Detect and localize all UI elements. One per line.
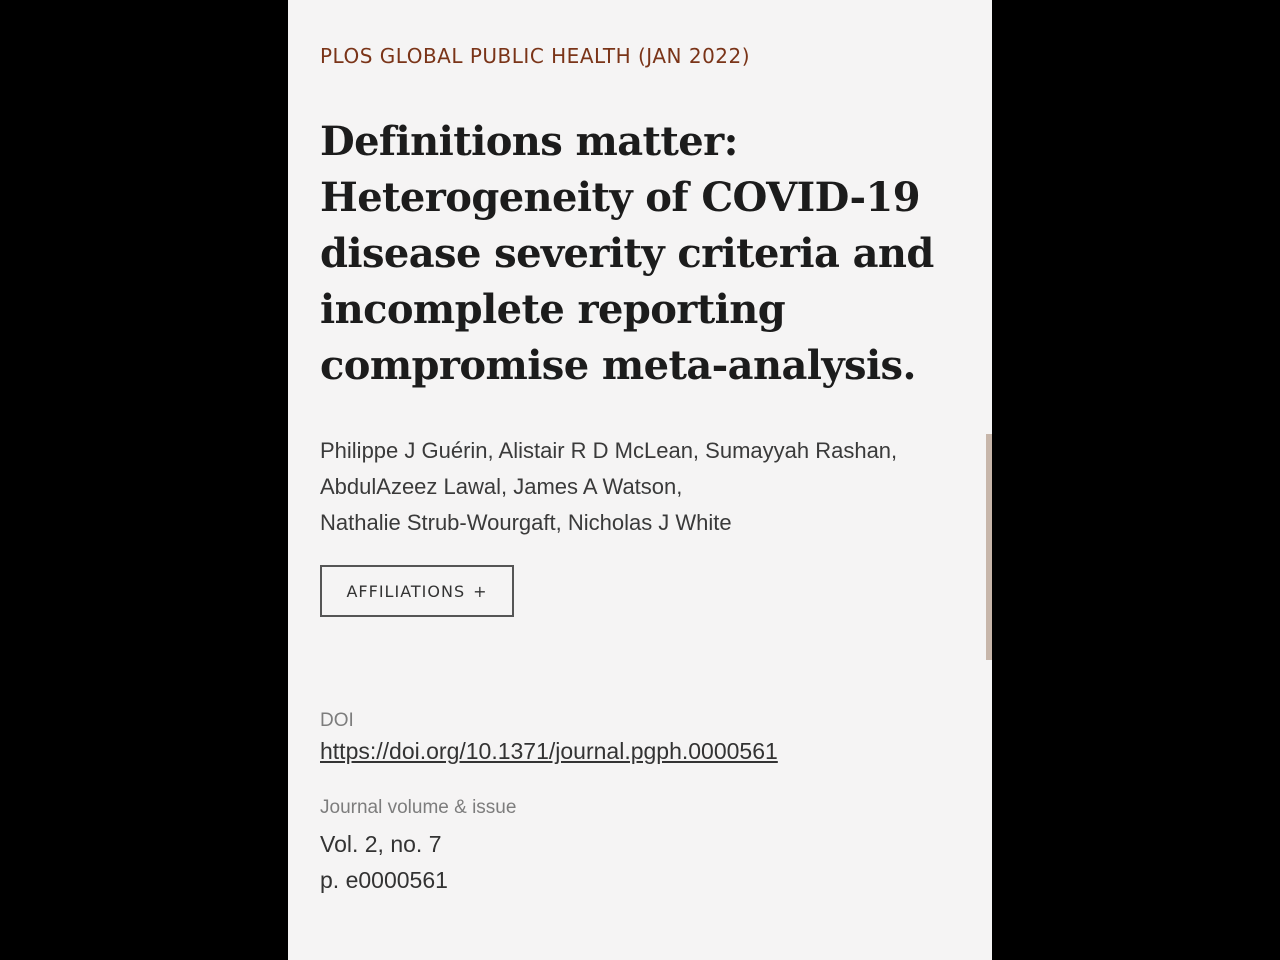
doi-link[interactable]: https://doi.org/10.1371/journal.pgph.0000561 [320,738,778,764]
volume-issue-label: Journal volume & issue [320,797,517,818]
volume-issue [320,826,448,898]
author-line: Philippe J Guérin, Alistair R D McLean, Sumayyah Rashan, [320,438,898,463]
article-card [288,0,992,960]
author-line: Nathalie Strub-Wourgaft, Nicholas J White [320,510,732,535]
author-line: AbdulAzeez Lawal, James A Watson, [320,474,683,499]
page-number: p. e0000561 [320,867,448,893]
affiliations-button[interactable] [320,565,514,617]
title-line: Heterogeneity of COVID-19 [320,174,920,221]
volume-value: Vol. 2, no. 7 [320,831,442,857]
plus-icon: + [473,581,488,601]
article-title [320,114,970,394]
title-line: Definitions matter: [320,118,738,165]
title-line: compromise meta-analysis. [320,342,916,389]
doi-label: DOI [320,710,354,731]
title-line: incomplete reporting [320,286,786,333]
author-list [320,433,960,541]
scroll-indicator [986,434,992,660]
journal-name[interactable]: PLOS GLOBAL PUBLIC HEALTH (JAN 2022) [320,44,751,68]
title-line: disease severity criteria and [320,230,934,277]
affiliations-button-label: AFFILIATIONS [346,581,466,601]
